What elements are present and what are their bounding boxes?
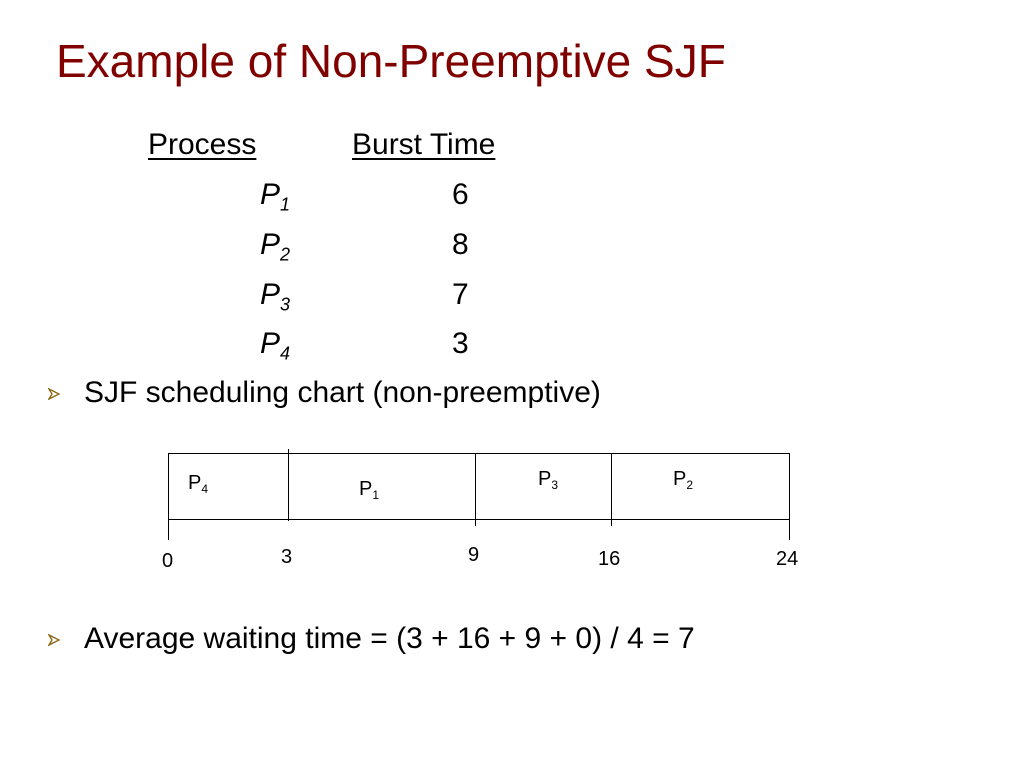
bullet-text: SJF scheduling chart (non-preemptive) bbox=[84, 376, 601, 409]
burst-time-value: 6 bbox=[452, 178, 469, 211]
arrow-right-outline-icon bbox=[48, 388, 60, 400]
burst-time-value: 8 bbox=[452, 228, 469, 261]
gantt-segment-label: $P_1$ bbox=[359, 478, 380, 503]
process-column-header: Process bbox=[148, 128, 257, 161]
process-name: $P_4$ bbox=[260, 327, 291, 364]
gantt-segment-label: $P_4$ bbox=[188, 472, 209, 497]
gantt-time-label: 0 bbox=[162, 550, 174, 572]
gantt-divider bbox=[288, 449, 289, 521]
gantt-divider bbox=[475, 454, 476, 526]
gantt-segment-label: $P_2$ bbox=[673, 468, 694, 493]
process-row bbox=[0, 327, 600, 367]
gantt-tick-mark bbox=[789, 518, 790, 540]
slide-title: Example of Non-Preemptive SJF bbox=[56, 35, 726, 87]
gantt-time-label: 16 bbox=[598, 548, 621, 570]
process-row bbox=[0, 178, 600, 218]
process-name: $P_3$ bbox=[260, 278, 291, 315]
gantt-time-label: 24 bbox=[776, 548, 799, 570]
bullet-text: Average waiting time = (3 + 16 + 9 + 0) / 4 = 7 bbox=[84, 622, 695, 655]
gantt-time-label: 3 bbox=[281, 546, 293, 568]
gantt-tick-mark bbox=[168, 518, 169, 540]
gantt-divider bbox=[611, 454, 612, 526]
process-name: $P_1$ bbox=[260, 178, 291, 215]
burst-time-value: 7 bbox=[452, 278, 469, 311]
process-row bbox=[0, 278, 600, 318]
gantt-chart bbox=[168, 453, 790, 520]
process-name: $P_2$ bbox=[260, 228, 291, 265]
burst-time-value: 3 bbox=[452, 327, 469, 360]
burst-time-column-header: Burst Time bbox=[352, 128, 496, 161]
gantt-time-label: 9 bbox=[468, 544, 480, 566]
gantt-segment-label: $P_3$ bbox=[538, 468, 559, 493]
arrow-right-outline-icon bbox=[48, 634, 60, 646]
process-row bbox=[0, 228, 600, 268]
